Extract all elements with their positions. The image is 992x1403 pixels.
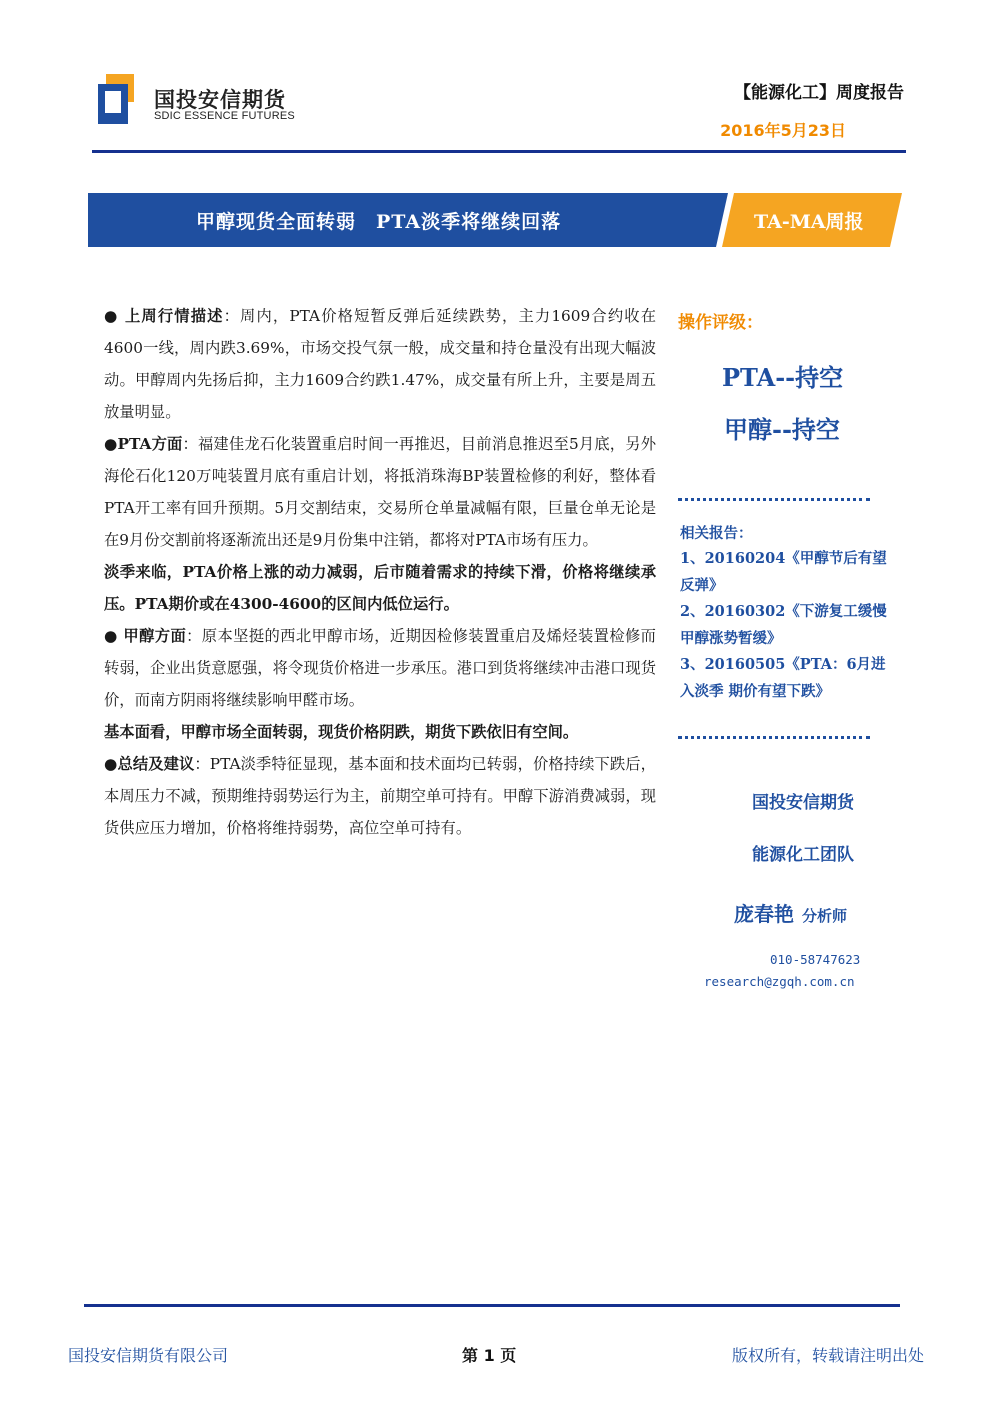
weekly-review-paragraph <box>104 300 656 428</box>
report-headline: 甲醇现货全面转弱 PTA淡季将继续回落 <box>196 211 562 233</box>
title-banner <box>88 193 902 247</box>
sidebar-dotted-divider-top <box>678 498 870 501</box>
methanol-heading: ● 甲醇方面 <box>104 627 187 645</box>
logo-english-name: SDIC ESSENCE FUTURES <box>154 110 295 122</box>
report-date: 2016年5月23日 <box>720 121 846 140</box>
report-tag: TA-MA周报 <box>754 211 864 233</box>
related-reports-heading: 相关报告： <box>680 526 753 542</box>
footer-copyright: 版权所有，转载请注明出处 <box>731 1346 924 1365</box>
page-number: 第 1 页 <box>462 1346 517 1365</box>
methanol-paragraph <box>104 620 656 716</box>
pta-text: ：福建佳龙石化装置重启时间一再推迟，目前消息推迟至5月底，另外海伦石化120万吨装置月底有重启计划，将抵消珠海BP装置检修的利好，整体看PTA开工率有回升预期。5月交割结束，交易所仓单量减幅有限，巨量仓单无论是在9月份交割前将逐渐流出还是9月份集中注销，都将对PTA市场有压力。 <box>104 435 657 549</box>
main-content <box>104 300 656 844</box>
logo-chinese-name: 国投安信期货 <box>154 88 286 112</box>
analyst <box>734 898 847 927</box>
footer-company: 国投安信期货有限公司 <box>68 1346 229 1365</box>
contact-phone: 010-58747623 <box>770 952 861 967</box>
methanol-rating: 甲醇--持空 <box>724 415 840 444</box>
sidebar-dotted-divider-bottom <box>678 736 870 739</box>
company-logo <box>98 74 298 130</box>
summary-text: ：PTA淡季特征显现，基本面和技术面均已转弱，价格持续下跌后，本周压力不减，预期维持弱势运行为主，前期空单可持有。甲醇下游消费减弱，现货供应压力增加，价格将维持弱势，高位空单可持有。 <box>104 755 656 837</box>
pta-heading: ●PTA方面 <box>104 435 183 453</box>
methanol-text: ：原本坚挺的西北甲醇市场，近期因检修装置重启及烯烃装置检修而转弱，企业出货意愿强，将令现货价格进一步承压。港口到货将继续冲击港口现货价，而南方阴雨将继续影响甲醛市场。 <box>104 627 656 709</box>
pta-rating: PTA--持空 <box>722 363 844 392</box>
related-report-item[interactable]: 3、20160505《PTA：6月进入淡季 期价有望下跌》 <box>680 656 886 700</box>
company-name: 国投安信期货 <box>752 793 854 813</box>
header-divider <box>92 150 906 153</box>
related-reports-list <box>680 546 900 705</box>
analyst-role: 分析师 <box>802 907 848 925</box>
report-type: 【能源化工】周度报告 <box>734 83 904 103</box>
pta-paragraph <box>104 428 656 556</box>
related-report-item[interactable]: 2、20160302《下游复工缓慢 甲醇涨势暂缓》 <box>680 603 887 647</box>
logo-mark-icon <box>98 74 140 124</box>
footer-divider <box>84 1304 900 1307</box>
pta-conclusion: 淡季来临，PTA价格上涨的动力减弱，后市随着需求的持续下滑，价格将继续承压。PTA期价或在4300-4600的区间内低位运行。 <box>104 563 656 613</box>
weekly-review-heading: ● 上周行情描述 <box>104 307 224 325</box>
weekly-review-text: ：周内，PTA价格短暂反弹后延续跌势，主力1609合约收在4600一线，周内跌3.69%，市场交投气氛一般，成交量和持仓量没有出现大幅波动。甲醇周内先扬后抑，主力1609合约跌1.47%，成交量有所上升，主要是周五放量明显。 <box>104 307 656 421</box>
team-name: 能源化工团队 <box>752 845 854 865</box>
methanol-conclusion: 基本面看，甲醇市场全面转弱，现货价格阴跌，期货下跌依旧有空间。 <box>104 723 579 741</box>
analyst-name: 庞春艳 <box>734 902 794 926</box>
rating-label: 操作评级： <box>678 313 763 333</box>
contact-email[interactable]: research@zgqh.com.cn <box>704 974 855 989</box>
summary-paragraph <box>104 748 656 844</box>
summary-heading: ●总结及建议 <box>104 755 195 773</box>
related-report-item[interactable]: 1、20160204《甲醇节后有望反弹》 <box>680 550 887 594</box>
